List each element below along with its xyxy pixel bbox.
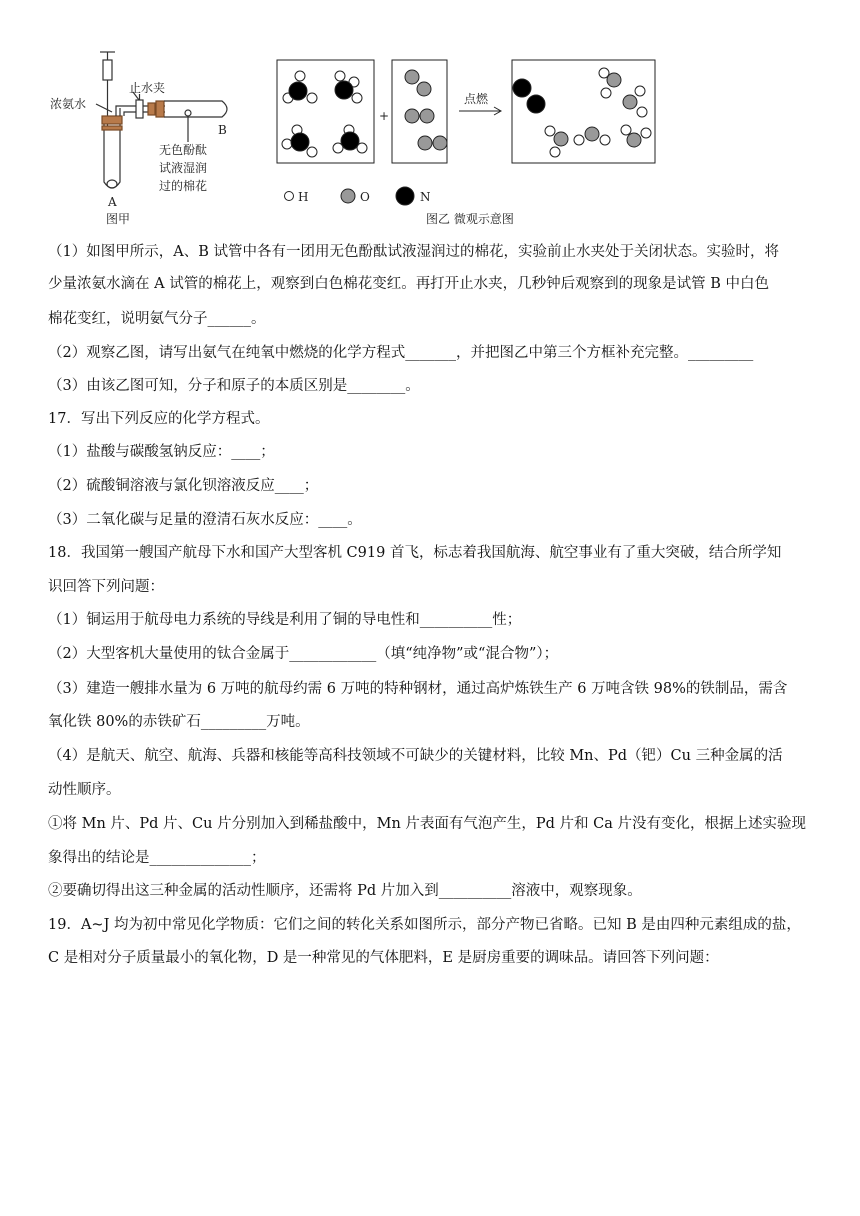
text-line: （1）盐酸与碳酸氢钠反应：____；: [48, 444, 275, 460]
text-line: （2）硫酸铜溶液与氯化钡溶液反应____；: [48, 478, 319, 494]
label-tube-b: B: [218, 123, 227, 137]
text-line: （1）如图甲所示，A、B 试管中各有一团用无色酚酞试液湿润过的棉花，实验前止水夹处于关闭状态。实验时，将: [48, 244, 779, 260]
legend-n-label: N: [420, 190, 431, 204]
text-line: 识回答下列问题：: [48, 579, 164, 595]
text-line: （2）大型客机大量使用的钛合金属于____________（填“纯净物”或“混合物”）；: [48, 646, 559, 662]
caption-yi: 图乙 微观示意图: [426, 212, 514, 226]
text-line: （1）铜运用于航母电力系统的导线是利用了铜的导电性和__________性；: [48, 612, 522, 628]
label-ammonia: 浓氨水: [50, 97, 87, 111]
label-clamp: 止水夹: [129, 81, 166, 95]
text-line: （3）建造一艘排水量为 6 万吨的航母约需 6 万吨的特种钢材，通过高炉炼铁生产 6 万吨含铁 98%的铁制品，需含: [48, 681, 788, 697]
text-line: 动性顺序。: [48, 782, 121, 798]
text-line: 少量浓氨水滴在 A 试管的棉花上，观察到白色棉花变红。再打开止水夹，几秒钟后观察到的现象是试管 B 中白色: [48, 276, 770, 292]
legend-h-icon: [285, 192, 294, 201]
label-ignite: 点燃: [464, 92, 489, 106]
question-17-title: 17．写出下列反应的化学方程式。: [48, 411, 270, 427]
text-line: 棉花变红，说明氨气分子______。: [48, 311, 266, 327]
text-line: 象得出的结论是______________；: [48, 850, 266, 866]
text-line: （4）是航天、航空、航海、兵器和核能等高科技领域不可缺少的关键材料，比较 Mn、Pd（钯）Cu 三种金属的活: [48, 748, 783, 764]
text-line: （3）由该乙图可知，分子和原子的本质区别是________。: [48, 378, 420, 394]
legend-o-label: O: [360, 190, 370, 204]
figure-area: [0, 0, 860, 240]
microscopic-diagram: [277, 60, 655, 205]
label-cotton-2: 试液湿润: [159, 161, 208, 175]
text-line: ①将 Mn 片、Pd 片、Cu 片分别加入到稀盐酸中，Mn 片表面有气泡产生，Pd 片和 Ca 片没有变化，根据上述实验现: [48, 816, 806, 832]
label-cotton-3: 过的棉花: [159, 179, 208, 193]
legend-o-icon: [341, 189, 355, 203]
label-cotton-1: 无色酚酞: [159, 143, 208, 157]
text-line: 氧化铁 80%的赤铁矿石_________万吨。: [48, 714, 310, 730]
text-line: ②要确切得出这三种金属的活动性顺序，还需将 Pd 片加入到__________溶液中，观察现象。: [48, 883, 642, 899]
question-19-title: 19．A~J 均为初中常见化学物质：它们之间的转化关系如图所示，部分产物已省略。已知 B 是由四种元素组成的盐，: [48, 917, 801, 933]
label-plus: +: [379, 109, 390, 123]
text-line: （2）观察乙图，请写出氨气在纯氧中燃烧的化学方程式_______，并把图乙中第三个方框补充完整。_________: [48, 345, 754, 361]
text-line: C 是相对分子质量最小的氧化物，D 是一种常见的气体肥料，E 是厨房重要的调味品。请回答下列问题：: [48, 950, 719, 966]
text-line: （3）二氧化碳与足量的澄清石灰水反应：____。: [48, 512, 362, 528]
label-tube-a: A: [108, 195, 117, 209]
legend-n-icon: [396, 187, 414, 205]
question-18-title: 18．我国第一艘国产航母下水和国产大型客机 C919 首飞，标志着我国航海、航空事业有了重大突破，结合所学知: [48, 545, 782, 561]
caption-jia: 图甲: [106, 212, 131, 226]
legend-h-label: H: [298, 190, 309, 204]
